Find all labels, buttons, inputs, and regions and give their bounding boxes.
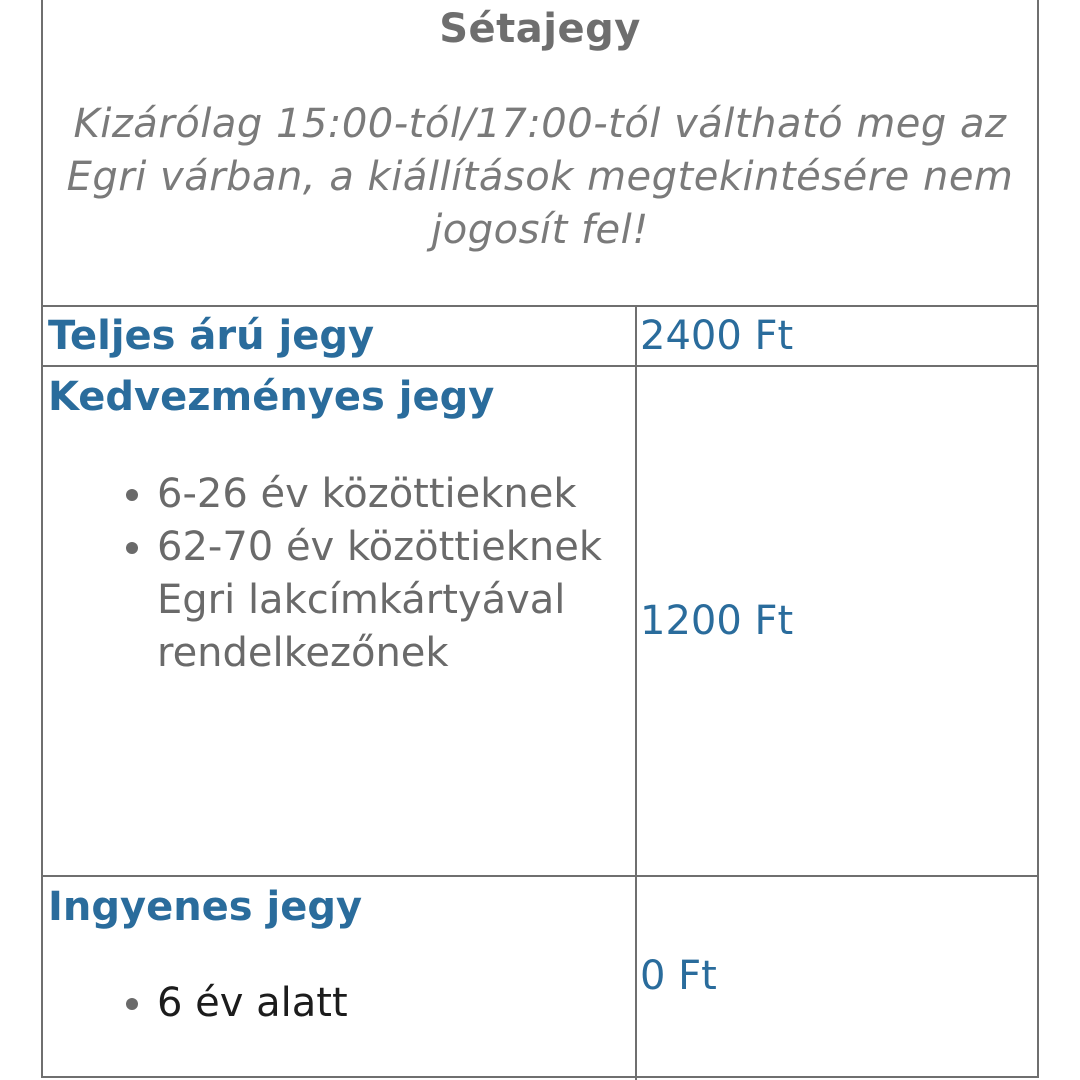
free-ticket-price: 0 Ft — [640, 953, 717, 999]
full-price-ticket-label: Teljes árú jegy — [48, 313, 375, 359]
table-title: Sétajegy — [439, 6, 641, 52]
free-ticket-label: Ingyenes jegy — [48, 884, 363, 930]
list-item: • 62-70 év közöttieknek Egri lakcímkártyával rendelkezőnek — [157, 521, 607, 680]
table-header-cell — [43, 0, 1037, 307]
discount-ticket-price: 1200 Ft — [640, 598, 794, 644]
ticket-price-table — [41, 0, 1039, 1078]
row-divider — [43, 875, 1037, 877]
discount-ticket-label: Kedvezményes jegy — [48, 374, 495, 420]
list-item: • 6 év alatt — [157, 977, 607, 1030]
free-eligibility-list — [113, 977, 607, 1030]
row-divider — [43, 305, 1037, 307]
discount-eligibility-list — [113, 468, 607, 680]
list-item: • 6-26 év közöttieknek — [157, 468, 607, 521]
column-divider — [635, 305, 637, 1080]
full-price-ticket-price: 2400 Ft — [640, 313, 794, 359]
row-divider — [43, 365, 1037, 367]
table-note: Kizárólag 15:00-tól/17:00-tól váltható meg az Egri várban, a kiállítások megtekintésére nem jogosít fel! — [66, 101, 1014, 253]
